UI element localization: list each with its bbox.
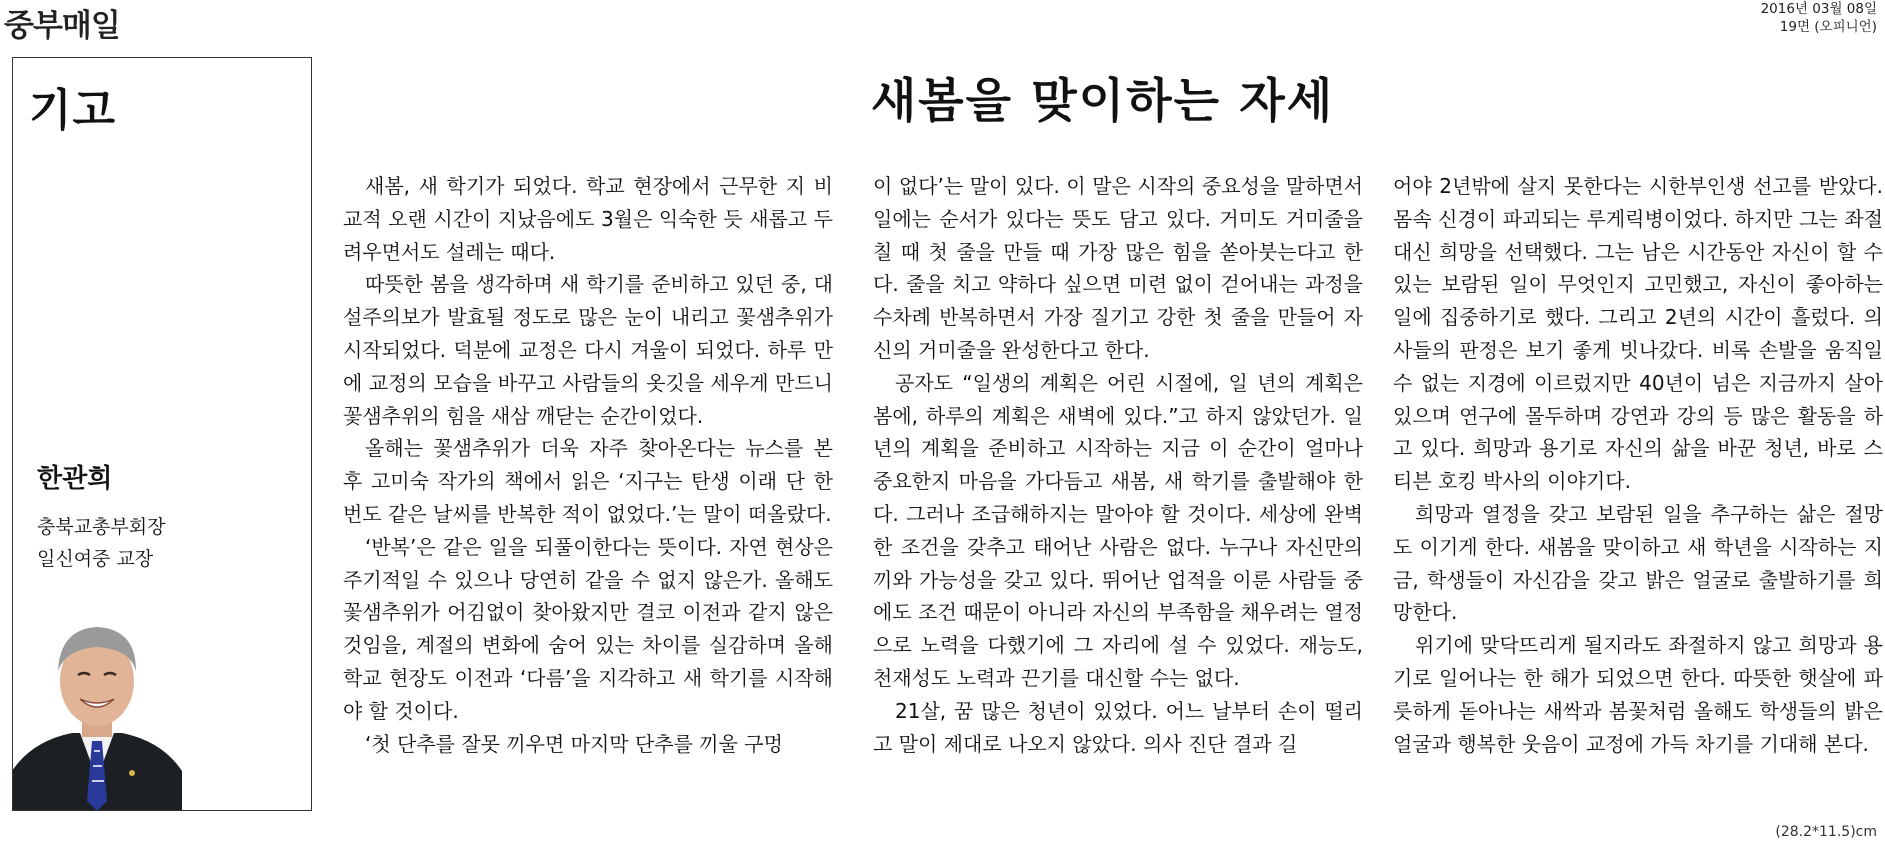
section-label: 기고 — [29, 85, 117, 136]
paragraph: ‘반복’은 같은 일을 되풀이한다는 뜻이다. 자연 현상은 주기적일 수 있으나 당연히 같을 수 없지 않은가. 올해도 꽃샘추위가 어김없이 찾아왔지만 결코 이전과 같지 않은 것임을, 계절의 변화에 숨어 있는 차이를 실감하며 올해 학교 현장도 이전과 ‘다름’을 지각하고 새 학기를 시작해야 할 것이다. — [343, 534, 833, 723]
paragraph: 희망과 열정을 갖고 보람된 일을 추구하는 삶은 절망도 이기게 한다. 새봄을 맞이하고 새 학년을 시작하는 지금, 학생들이 자신감을 갖고 밝은 얼굴로 출발하기를 희망한다. — [1393, 501, 1883, 625]
column-sidebar-box — [12, 57, 312, 811]
paragraph: 위기에 맞닥뜨리게 될지라도 좌절하지 않고 희망과 용기로 일어나는 한 해가 되었으면 한다. 따뜻한 햇살에 파릇하게 돋아나는 새싹과 봄꽃처럼 올해도 학생들의 밝은 얼굴과 행복한 웃음이 교정에 가득 차기를 기대해 본다. — [1393, 633, 1883, 756]
page-section: 19면 (오피니언) — [1779, 19, 1877, 35]
article-headline: 새봄을 맞이하는 자세 — [870, 74, 1335, 129]
author-role-1: 충북교총부회장 — [37, 516, 166, 538]
article-column-2 — [873, 170, 1363, 820]
article-column-3 — [1393, 170, 1883, 820]
article-size-note: (28.2*11.5)cm — [1775, 824, 1877, 840]
newspaper-masthead: 중부매일 — [4, 8, 120, 44]
author-photo — [12, 601, 182, 811]
paragraph: 21살, 꿈 많은 청년이 있었다. 어느 날부터 손이 떨리고 말이 제대로 나오지 않았다. 의사 진단 결과 길 — [873, 698, 1363, 756]
paragraph: 새봄, 새 학기가 되었다. 학교 현장에서 근무한 지 비교적 오랜 시간이 지났음에도 3월은 익숙한 듯 새롭고 두려우면서도 설레는 때다. — [343, 174, 833, 264]
author-name: 한관희 — [37, 464, 113, 494]
paragraph: ‘첫 단추를 잘못 끼우면 마지막 단추를 끼울 구멍 — [365, 731, 783, 756]
publication-date: 2016년 03월 08일 — [1760, 1, 1877, 17]
paragraph: 올해는 꽃샘추위가 더욱 자주 찾아온다는 뉴스를 본 후 고미숙 작가의 책에서 읽은 ‘지구는 탄생 이래 단 한 번도 같은 날씨를 반복한 적이 없었다.’는 말이 떠올랐다. — [343, 436, 833, 526]
paragraph: 이 없다’는 말이 있다. 이 말은 시작의 중요성을 말하면서 일에는 순서가 있다는 뜻도 담고 있다. 거미도 거미줄을 칠 때 첫 줄을 만들 때 가장 많은 힘을 쏟아붓는다고 한다. 줄을 치고 약하다 싶으면 미련 없이 걷어내는 과정을 수차례 반복하면서 가장 질기고 강한 첫 줄을 만들어 자신의 거미줄을 완성한다고 한다. — [873, 174, 1363, 362]
publication-info — [1761, 0, 1877, 36]
author-role-2: 일신여중 교장 — [37, 548, 154, 570]
paragraph: 따뜻한 봄을 생각하며 새 학기를 준비하고 있던 중, 대설주의보가 발효될 정도로 많은 눈이 내리고 꽃샘추위가 시작되었다. 덕분에 교정은 다시 겨울이 되었다. 하루 만에 교정의 모습을 바꾸고 사람들의 옷깃을 세우게 만드니 꽃샘추위의 힘을 새삼 깨닫는 순간이었다. — [343, 272, 833, 428]
paragraph: 공자도 “일생의 계획은 어린 시절에, 일 년의 계획은 봄에, 하루의 계획은 새벽에 있다.”고 하지 않았던가. 일 년의 계획을 준비하고 시작하는 지금 이 순간이 얼마나 중요한지 마음을 가다듬고 새봄, 새 학기를 출발해야 한다. 그러나 조급해하지는 말아야 할 것이다. 세상에 완벽한 조건을 갖추고 태어난 사람은 없다. 누구나 자신만의 끼와 가능성을 갖고 있다. 뛰어난 업적을 이룬 사람들 중에도 조건 때문이 아니라 자신의 부족함을 채우려는 열정으로 노력을 다했기에 그 자리에 설 수 있었다. 재능도, 천재성도 노력과 끈기를 대신할 수는 없다. — [873, 370, 1363, 690]
paragraph: 어야 2년밖에 살지 못한다는 시한부인생 선고를 받았다. 몸속 신경이 파괴되는 루게릭병이었다. 하지만 그는 좌절 대신 희망을 선택했다. 그는 남은 시간동안 자신이 할 수 있는 보람된 일이 무엇인지 고민했고, 자신이 좋아하는 일에 집중하기로 했다. 그리고 2년의 시간이 흘렀다. 의사들의 판정은 보기 좋게 빗나갔다. 비록 손발을 움직일 수 없는 지경에 이르렀지만 40년이 넘은 지금까지 살아있으며 연구에 몰두하며 강연과 강의 등 많은 활동을 하고 있다. 희망과 용기로 자신의 삶을 바꾼 청년, 바로 스티븐 호킹 박사의 이야기다. — [1393, 174, 1883, 494]
article-column-1 — [343, 170, 833, 820]
